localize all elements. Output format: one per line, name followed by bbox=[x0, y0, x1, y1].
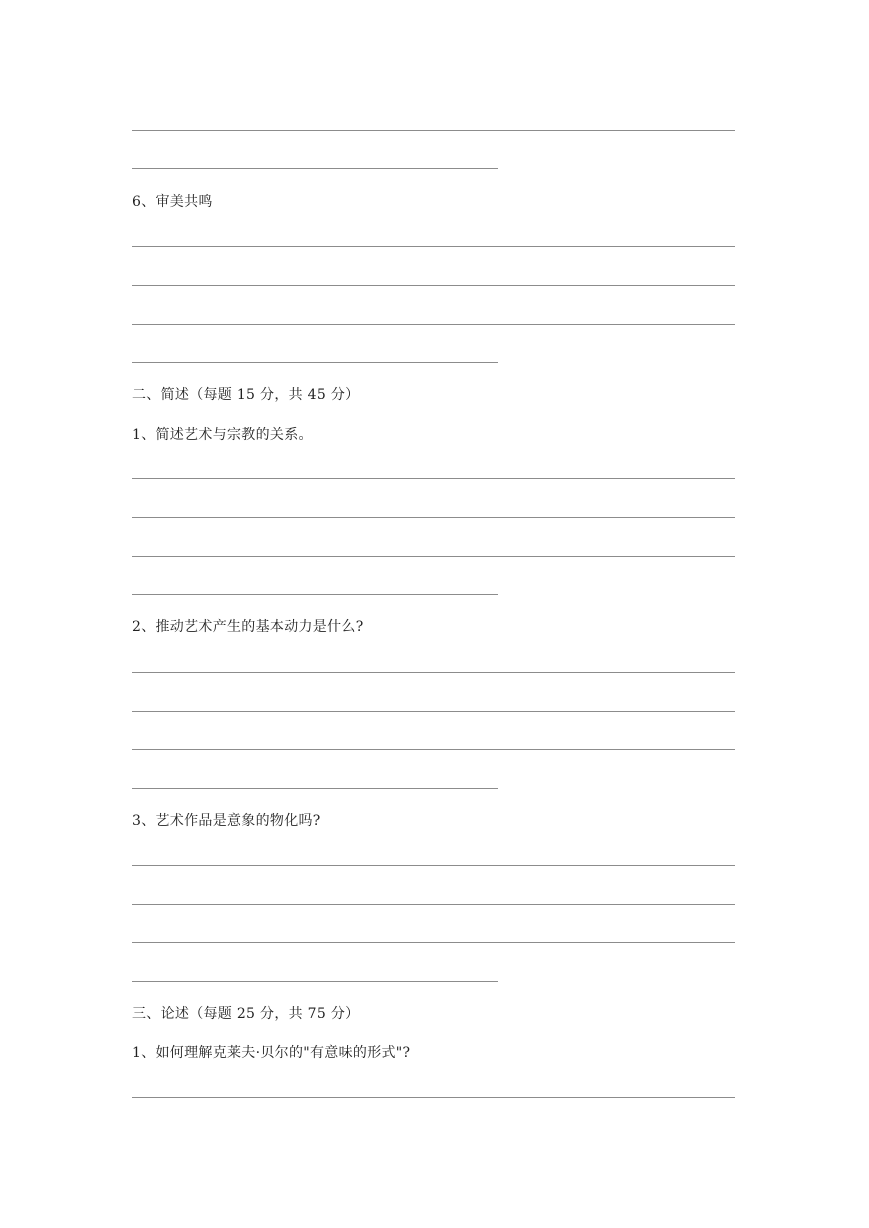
answer-line bbox=[132, 130, 735, 131]
answer-line bbox=[132, 556, 735, 557]
answer-line bbox=[132, 285, 735, 286]
answer-line bbox=[132, 711, 735, 712]
answer-line bbox=[132, 749, 735, 750]
answer-line bbox=[132, 865, 735, 866]
answer-line bbox=[132, 981, 498, 982]
section-2-heading: 二、简述（每题 15 分，共 45 分） bbox=[132, 387, 360, 403]
section-3-heading: 三、论述（每题 25 分，共 75 分） bbox=[132, 1006, 360, 1022]
answer-line bbox=[132, 942, 735, 943]
answer-line bbox=[132, 324, 735, 325]
section-2-question-3: 3、艺术作品是意象的物化吗? bbox=[132, 813, 321, 829]
section-3-question-1: 1、如何理解克莱夫·贝尔的"有意味的形式"? bbox=[132, 1045, 411, 1061]
answer-line bbox=[132, 1097, 735, 1098]
answer-line bbox=[132, 362, 498, 363]
answer-line bbox=[132, 517, 735, 518]
answer-line bbox=[132, 904, 735, 905]
answer-line bbox=[132, 594, 498, 595]
answer-line bbox=[132, 788, 498, 789]
answer-line bbox=[132, 168, 498, 169]
section-2-question-2: 2、推动艺术产生的基本动力是什么? bbox=[132, 619, 364, 635]
answer-line bbox=[132, 478, 735, 479]
question-6-label: 6、审美共鸣 bbox=[132, 194, 213, 210]
answer-line bbox=[132, 672, 735, 673]
section-2-question-1: 1、简述艺术与宗教的关系。 bbox=[132, 427, 313, 443]
answer-line bbox=[132, 246, 735, 247]
